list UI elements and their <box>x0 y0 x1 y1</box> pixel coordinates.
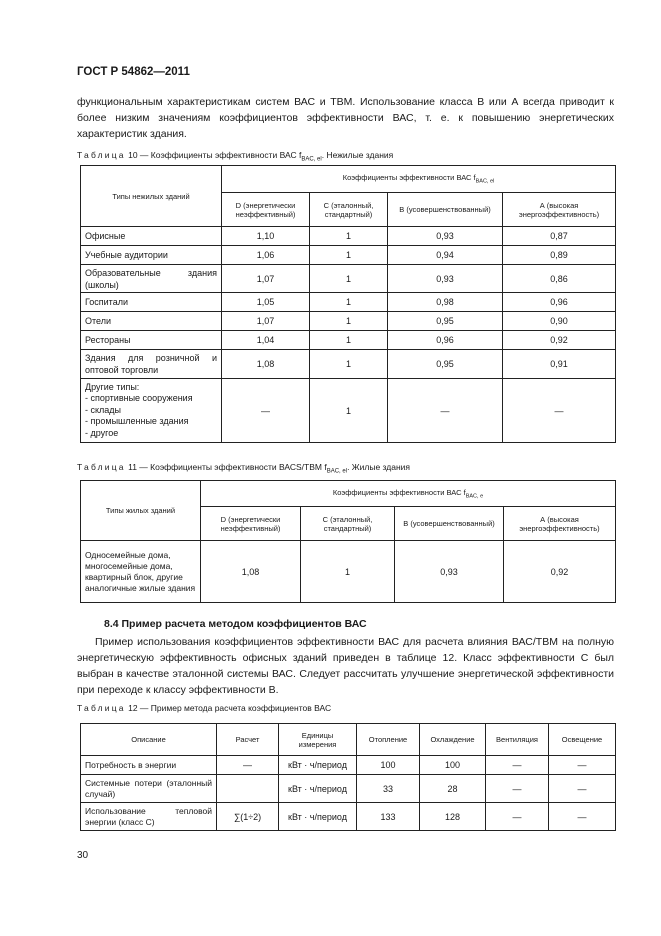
table10-caption-prefix: Таблица <box>77 150 126 160</box>
table10-header-class-b: В (усовершенствованный) <box>388 193 503 227</box>
table10-cell: 0,87 <box>503 227 616 246</box>
table12-cell-cool: 128 <box>420 803 486 831</box>
table10-cell: — <box>222 379 310 443</box>
table10-cell: 1,08 <box>222 350 310 379</box>
table10-cell: 0,92 <box>503 331 616 350</box>
table12-header-ventilation: Вентиляция <box>486 724 549 756</box>
table12-header-cooling: Охлаждение <box>420 724 486 756</box>
table10-row-type: Образовательные здания (школы) <box>81 265 222 293</box>
table11-caption-text: 11 — Коэффициенты эффективности ВАСS/ТВМ f <box>128 462 327 472</box>
table12-cell-vent: — <box>486 775 549 803</box>
table10-row-type: Рестораны <box>81 331 222 350</box>
table10-cell: 1,04 <box>222 331 310 350</box>
table12-row <box>81 756 616 775</box>
table12-cell-vent: — <box>486 803 549 831</box>
table10-body <box>81 227 616 443</box>
table10-header-group: Коэффициенты эффективности ВАС $f_{BAC, el}$ <box>222 166 616 193</box>
table10-cell: 0,96 <box>388 331 503 350</box>
table12-cell-vent: — <box>486 756 549 775</box>
table12-cell-cool: 28 <box>420 775 486 803</box>
table11-cell: 0,93 <box>395 541 504 603</box>
table12-cell-desc: Потребность в энергии <box>81 756 217 775</box>
table11-row-type: Односемейные дома, многосемейные дома, квартирный блок, другие аналогичные жилые здания <box>81 541 201 603</box>
table12-row <box>81 775 616 803</box>
table12-caption-text: 12 — Пример метода расчета коэффициентов ВАС <box>128 703 332 713</box>
table10-other-item: - спортивные сооружения <box>85 393 193 404</box>
table10-cell: — <box>503 379 616 443</box>
table10-cell: 1,07 <box>222 265 310 293</box>
table10-cell: 1 <box>310 227 388 246</box>
table11-caption <box>77 462 410 475</box>
table11-cell: 1,08 <box>201 541 301 603</box>
table10-cell: 0,91 <box>503 350 616 379</box>
table12 <box>80 723 616 831</box>
table12-cell-calc: ∑(1÷2) <box>217 803 279 831</box>
table11-header-group: Коэффициенты эффективности ВАС $f_{BAC, e}$ <box>201 481 616 507</box>
table12-header-heating: Отопление <box>357 724 420 756</box>
table11-header-class-b: В (усовершенствованный) <box>395 507 504 541</box>
table12-cell-calc <box>217 775 279 803</box>
table10-cell: — <box>388 379 503 443</box>
table10-row-type: Офисные <box>81 227 222 246</box>
table10-cell: 0,90 <box>503 312 616 331</box>
table10-caption-tail: . Нежилые здания <box>321 150 394 160</box>
table12-cell-calc: — <box>217 756 279 775</box>
table10-cell: 0,89 <box>503 246 616 265</box>
table10-cell: 1 <box>310 265 388 293</box>
section-title: 8.4 Пример расчета методом коэффициентов ВАС <box>104 618 367 630</box>
table10-cell: 1 <box>310 350 388 379</box>
table10-row-type: Госпитали <box>81 293 222 312</box>
table12-cell-heat: 133 <box>357 803 420 831</box>
table10 <box>80 165 616 443</box>
table10-cell: 0,98 <box>388 293 503 312</box>
table10-other-title: Другие типы: <box>85 381 140 392</box>
table12-cell-cool: 100 <box>420 756 486 775</box>
table10-caption-text: 10 — Коэффициенты эффективности ВАС f <box>128 150 302 160</box>
table10-row-type: Отели <box>81 312 222 331</box>
page-number: 30 <box>77 850 89 861</box>
table10-cell: 1,07 <box>222 312 310 331</box>
table12-cell-desc: Использование тепловой энергии (класс С) <box>81 803 217 831</box>
table10-other-item: - промышленные здания <box>85 416 189 427</box>
table11-cell: 1 <box>301 541 395 603</box>
table10-caption <box>77 150 393 163</box>
table12-cell-heat: 33 <box>357 775 420 803</box>
table10-row <box>81 293 616 312</box>
table10-cell: 1 <box>310 379 388 443</box>
section-paragraph: Пример использования коэффициентов эффективности ВАС для расчета влияния ВАС/ТВМ на полную энергетическую эффективность офисных зданий приведен в таблице 12. Класс эффективности С был выбран в качестве эталонной системы ВАС. Следует рассчитать улучшение энергетической эффективности при переходе к классу эффективности В. <box>77 636 614 696</box>
table12-header-desc: Описание <box>81 724 217 756</box>
table10-row <box>81 246 616 265</box>
table12-body <box>81 756 616 831</box>
table11-caption-sub: BAC, el <box>326 468 348 475</box>
page-header-title: ГОСТ Р 54862—2011 <box>77 66 190 78</box>
table10-other-item: - склады <box>85 404 122 415</box>
table10-row-type: Учебные аудитории <box>81 246 222 265</box>
table10-row <box>81 331 616 350</box>
table10-cell: 1 <box>310 331 388 350</box>
table10-caption-sub: BAC, el <box>301 156 322 163</box>
table10-header-type: Типы нежилых зданий <box>81 166 222 227</box>
table10-cell: 1,05 <box>222 293 310 312</box>
table10-row <box>81 350 616 379</box>
intro-paragraph: функциональным характеристикам систем ВАС и ТВМ. Использование класса В или А всегда приводит к более низким значениям коэффициентов эффективности ВАС, т. е. к повышению энергетических характеристик здания. <box>77 96 614 140</box>
table10-cell: 1,10 <box>222 227 310 246</box>
table10-cell: 0,96 <box>503 293 616 312</box>
table11-row <box>81 541 616 603</box>
table12-caption-prefix: Таблица <box>77 703 126 713</box>
table10-cell: 0,95 <box>388 350 503 379</box>
table10-cell: 1,06 <box>222 246 310 265</box>
table12-cell-light: — <box>549 775 616 803</box>
table12-caption <box>77 703 331 713</box>
table12-header-unit: Единицы измерения <box>279 724 357 756</box>
table10-header-class-d: D (энергетически неэффективный) <box>222 193 310 227</box>
table11 <box>80 480 616 603</box>
table11-header-type: Типы жилых зданий <box>81 481 201 541</box>
table10-header-class-c: С (эталонный, стандартный) <box>310 193 388 227</box>
table10-cell: 0,93 <box>388 227 503 246</box>
table10-other-item: - другое <box>85 427 119 438</box>
table12-row <box>81 803 616 831</box>
table12-header-calc: Расчет <box>217 724 279 756</box>
table10-cell: 0,95 <box>388 312 503 331</box>
table10-row <box>81 265 616 293</box>
table12-cell-unit: кВт · ч/период <box>279 803 357 831</box>
table10-cell: 0,86 <box>503 265 616 293</box>
table11-cell: 0,92 <box>504 541 616 603</box>
table10-cell: 0,93 <box>388 265 503 293</box>
table10-row <box>81 312 616 331</box>
table10-row-other-type <box>81 379 222 443</box>
table12-cell-unit: кВт · ч/период <box>279 756 357 775</box>
table12-cell-desc: Системные потери (эталонный случай) <box>81 775 217 803</box>
table10-header-class-a: А (высокая энергоэффективность) <box>503 193 616 227</box>
table11-caption-tail: . Жилые здания <box>347 462 410 472</box>
table12-cell-unit: кВт · ч/период <box>279 775 357 803</box>
table11-header-class-d: D (энергетически неэффективный) <box>201 507 301 541</box>
table12-cell-light: — <box>549 803 616 831</box>
table10-cell: 0,94 <box>388 246 503 265</box>
table10-row-type: Здания для розничной и оптовой торговли <box>81 350 222 379</box>
table12-cell-heat: 100 <box>357 756 420 775</box>
table10-cell: 1 <box>310 246 388 265</box>
table12-header-row <box>81 724 616 756</box>
table10-row-other <box>81 379 616 443</box>
table10-row <box>81 227 616 246</box>
table11-header-class-a: А (высокая энергоэффективность) <box>504 507 616 541</box>
table11-header-class-c: С (эталонный, стандартный) <box>301 507 395 541</box>
table10-cell: 1 <box>310 293 388 312</box>
table11-caption-prefix: Таблица <box>77 462 126 472</box>
table10-cell: 1 <box>310 312 388 331</box>
table12-cell-light: — <box>549 756 616 775</box>
table12-header-lighting: Освещение <box>549 724 616 756</box>
